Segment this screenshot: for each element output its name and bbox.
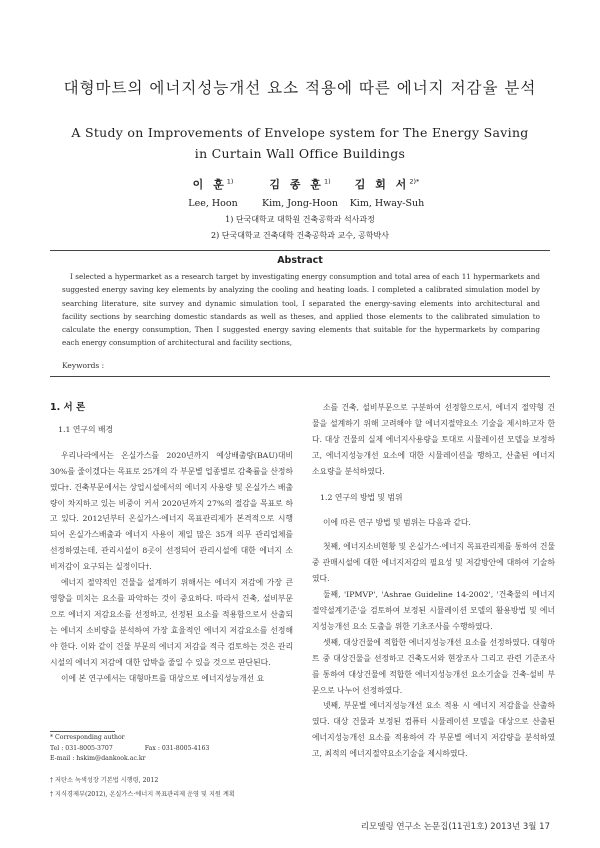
tel: Tel : 031-8005-3707 bbox=[50, 744, 113, 752]
english-title bbox=[60, 122, 540, 164]
paragraph: 우리나라에서는 온실가스를 2020년까지 예상배출량(BAU)대비 30%를 줄이겠다는 목표로 25개의 각 부문별 업종별로 감축률을 산정하였다†. 건축부문에서는 상업시설에서의 에너지 사용량 및 온실가스 배출량이 차지하고 있는 비중이 커서 2020년까지 27%의 절감을 목표로 하고 있다. 2012년부터 온실가스·에너지 목표관리제가 본격적으로 시행되어 온실가스배출과 에너지 사용이 제일 많은 35개 의무 관리업체를 선정하였는데, 관리시설이 8곳이 선정되어 관리시설에 대한 에너지 소비저감이 요구되는 실정이다†. bbox=[50, 450, 293, 572]
english-title-line-1: A Study on Improvements of Envelope system for The Energy Saving bbox=[71, 125, 529, 140]
english-title-line-2: in Curtain Wall Office Buildings bbox=[194, 146, 406, 161]
paragraph: 셋째, 대상건물에 적합한 에너지성능개선 요소를 선정하였다. 대형마트 중 대상건물을 선정하고 건축도서와 현장조사 그리고 관련 기준조사를 통하여 대상건물에 적합한 에너지성능개선 요소기술을 건축·설비 부문으로 나누어 선정하였다. bbox=[312, 637, 555, 695]
abstract-top-rule bbox=[50, 250, 550, 251]
affiliation-1: 1) 단국대학교 대학원 건축공학과 석사과정 bbox=[225, 215, 375, 224]
paragraph: 에너지 절약적인 건물을 설계하기 위해서는 에너지 저감에 가장 큰 영향을 미치는 요소를 파악하는 것이 중요하다. 따라서 건축, 설비부문으로 에너지 저감요소를 선정하고, 선정된 요소를 적용함으로서 산출되는 에너지 소비량을 분석하여 가장 효율적인 에너지 저감요소를 선정해야 한다. 이와 같이 건물 부문의 에너지 저감을 적극 검토하는 것은 관리시설의 에너지 저감에 대한 압박을 줄일 수 있을 것으로 판단된다. bbox=[50, 578, 293, 667]
subsection-method: 1.2 연구의 방법 및 범위 bbox=[320, 492, 403, 502]
affiliation-2: 2) 단국대학교 건축대학 건축공학과 교수, 공학박사 bbox=[210, 231, 390, 240]
author-1-sup: 1) bbox=[226, 177, 234, 186]
paragraph: 넷째, 부문별 에너지성능개선 요소 적용 시 에너지 저감율을 산출하였다. 대상 건물과 보정된 컴퓨터 시뮬레이션 모델을 대상으로 산출된 에너지성능개선 요소를 적용하여 각 부문별 에너지 저감량을 분석하였고, 최적의 에너지절약요소기술을 제시하였다. bbox=[312, 701, 555, 759]
author-2-english: Kim, Jong-Hoon bbox=[262, 198, 338, 209]
author-1-korean: 이 훈 bbox=[192, 178, 227, 191]
footnote-2: † 지식경제부(2012), 온실가스·에너지 목표관리제 운영 및 지원 계획 bbox=[50, 791, 235, 798]
abstract-bottom-rule bbox=[50, 376, 550, 377]
email: E-mail : hskim@dankook.ac.kr bbox=[50, 755, 146, 763]
author-3 bbox=[322, 176, 452, 209]
author-3-korean: 김 회 서 bbox=[354, 178, 410, 191]
paragraph: 이에 따른 연구 방법 및 범위는 다음과 같다. bbox=[323, 518, 471, 528]
left-column bbox=[50, 400, 293, 686]
paragraph: 소를 건축, 설비부문으로 구분하여 선정함으로서, 에너지 절약형 건물을 설계하기 위해 고려해야 할 에너지절약요소 기술을 제시하고자 한다. 대상 건물의 실제 에너지사용량을 토대로 시뮬레이션 모델을 보정하고, 에너지성능개선 요소에 대한 시뮬레이션을 행하고, 산출된 에너지 소요량을 분석하였다. bbox=[312, 403, 555, 476]
author-1-english: Lee, Hoon bbox=[188, 198, 238, 209]
right-column bbox=[312, 400, 555, 762]
abstract-heading: Abstract bbox=[277, 255, 323, 266]
subsection-background: 1.1 연구의 배경 bbox=[58, 424, 114, 434]
keywords-label: Keywords : bbox=[62, 361, 105, 370]
section-heading-intro: 1. 서 론 bbox=[50, 402, 86, 413]
corresponding-author: * Corresponding author bbox=[50, 734, 125, 741]
korean-title: 대형마트의 에너지성능개선 요소 적용에 따른 에너지 저감율 분석 bbox=[63, 79, 537, 97]
footnote-rule bbox=[50, 731, 115, 732]
footnote-corresponding bbox=[50, 733, 209, 765]
author-3-sup: 2)* bbox=[409, 177, 420, 186]
paragraph: 첫째, 에너지소비현황 및 온실가스·에너지 목표관리제를 통하여 건물 중 관매시설에 대한 에너지저감의 필요성 및 저감방안에 대하여 기술하였다. bbox=[312, 542, 555, 584]
abstract-body: I selected a hypermarket as a research target by investigating energy consumption and total area of each 11 hypermarkets and suggested energy saving key elements by analyzing the cooling and heating loads. I completed a calibrated simulation model by searching literature, site survey and dynamic simulation tool, I separated the energy-saving elements into architectural and facility sections by searching domestic standards as well as theses, and applied those elements to the calibrated simulation to calculate the energy consumption, Then I suggested energy saving elements that suitable for the hypermarkets by comparing each energy consumption of architectural and facility sections, bbox=[62, 272, 540, 348]
paragraph: 둘째, 'IPMVP', 'Ashrae Guideline 14-2002', '건축물의 에너지절약설계기준'을 검토하여 보정된 시뮬레이션 모델의 활용방법 및 에너지성능개선 요소 도출을 위한 기초조사를 수행하였다. bbox=[312, 590, 555, 631]
footnote-1: † 저탄소 녹색성장 기본법 시행령, 2012 bbox=[50, 777, 159, 784]
author-2-sup: 1) bbox=[323, 177, 331, 186]
fax: Fax : 031-8005-4163 bbox=[144, 744, 210, 752]
paragraph: 이에 본 연구에서는 대형마트를 대상으로 에너지성능개선 요 bbox=[61, 673, 265, 683]
author-3-english: Kim, Hway-Suh bbox=[349, 198, 425, 209]
page-footer: 리모델링 연구소 논문집(11권1호) 2013년 3월 17 bbox=[360, 822, 550, 832]
author-2-korean: 김 종 훈 bbox=[269, 178, 324, 191]
